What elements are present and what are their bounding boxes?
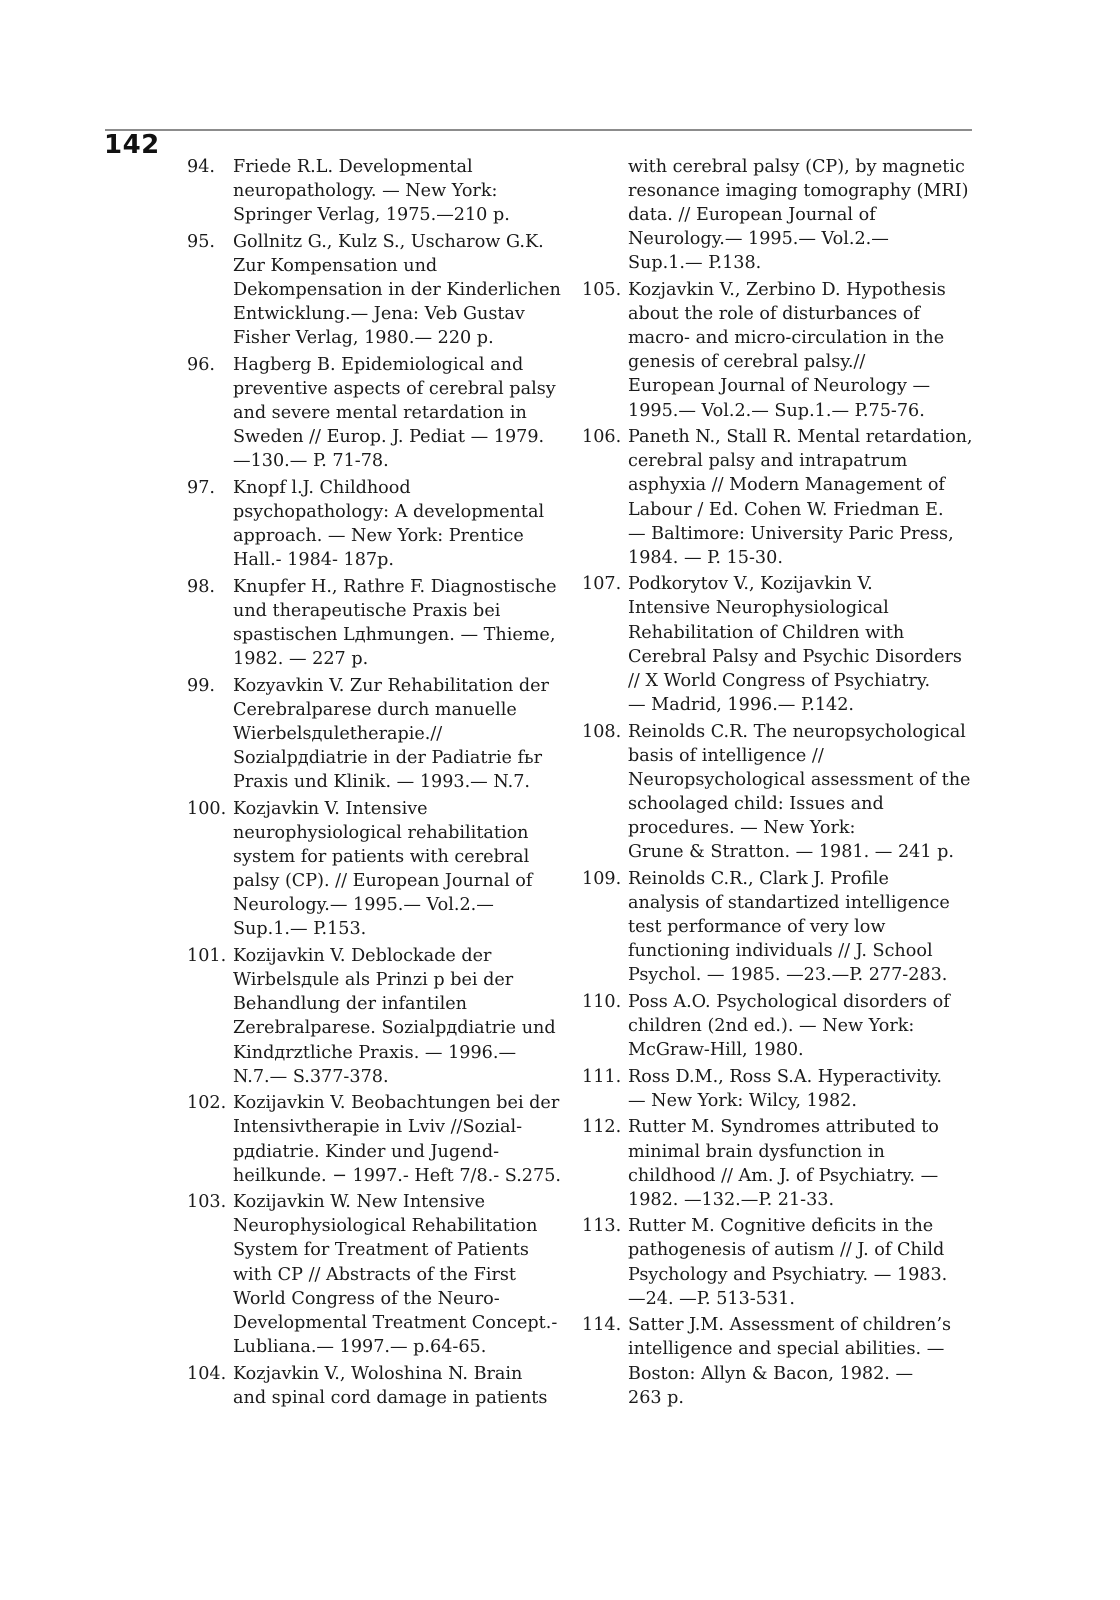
reference-line: resonance imaging tomography (MRI) xyxy=(628,181,969,202)
reference-line: Kozijavkin V. Deblockade der xyxy=(233,946,492,967)
reference-line: Cerebralparese durch manuelle xyxy=(233,700,517,721)
reference-line: Reinolds C.R. The neuropsychological xyxy=(628,721,966,742)
reference-text xyxy=(628,1115,982,1211)
reference-text xyxy=(233,1091,583,1187)
reference-text xyxy=(628,720,982,865)
reference-line: Grune & Stratton. — 1981. — 241 p. xyxy=(628,842,955,862)
reference-line: Hagberg B. Epidemiological and xyxy=(233,354,524,375)
reference-entry xyxy=(187,674,583,794)
reference-line: 1984. — P. 15-30. xyxy=(628,547,783,568)
reference-line: McGraw-Hill, 1980. xyxy=(628,1039,804,1060)
reference-line: data. // European Journal of xyxy=(628,205,876,226)
reference-line: Paneth N., Stall R. Mental retardation, xyxy=(628,427,973,448)
reference-text xyxy=(628,1214,982,1310)
reference-line: pathogenesis of autism // J. of Child xyxy=(628,1240,945,1261)
reference-number: 113. xyxy=(582,1216,622,1237)
reference-line: Springer Verlag, 1975.—210 p. xyxy=(233,205,510,226)
reference-number: 103. xyxy=(187,1192,227,1213)
reference-line: Neurology.— 1995.— Vol.2.— xyxy=(628,229,889,250)
reference-entry xyxy=(582,572,982,717)
reference-line: asphyxia // Modern Management of xyxy=(628,475,945,496)
reference-line: schoolaged child: Issues and xyxy=(628,793,884,814)
reference-line: Zerebralparese. Sozialpдdiatrie und xyxy=(233,1018,556,1039)
reference-line: Dekompensation in der Kinderlichen xyxy=(233,280,561,301)
reference-number: 96. xyxy=(187,354,215,375)
reference-line: Entwicklung.— Jena: Veb Gustav xyxy=(233,304,525,325)
reference-line: Friede R.L. Developmental xyxy=(233,157,473,177)
reference-line: N.7.— S.377-378. xyxy=(233,1066,389,1087)
reference-line: spastischen Lдhmungen. — Thieme, xyxy=(233,625,556,646)
reference-line: Satter J.M. Assessment of children’s xyxy=(628,1315,952,1336)
reference-number: 98. xyxy=(187,576,215,597)
reference-line: Rutter M. Cognitive deficits in the xyxy=(628,1216,934,1237)
reference-line: Kindдrztliche Praxis. — 1996.— xyxy=(233,1042,517,1063)
reference-line: Labour / Ed. Cohen W. Friedman E. xyxy=(628,499,944,520)
reference-entry xyxy=(582,1214,982,1310)
reference-text xyxy=(233,155,583,227)
reference-line: Praxis und Klinik. — 1993.— N.7. xyxy=(233,772,531,793)
reference-line: Podkorytov V., Kozijavkin V. xyxy=(628,574,873,595)
reference-line: cerebral palsy and intrapatrum xyxy=(628,451,908,472)
reference-entry xyxy=(187,155,583,227)
reference-number: 105. xyxy=(582,280,622,301)
reference-column-left xyxy=(187,155,583,1412)
reference-line: Rehabilitation of Children with xyxy=(628,622,905,643)
reference-text xyxy=(233,476,583,572)
reference-line: Sup.1.— P.153. xyxy=(233,919,367,940)
reference-line: pдdiatrie. Kinder und Jugend- xyxy=(233,1141,500,1162)
reference-entry xyxy=(582,1065,982,1113)
reference-line: about the role of disturbances of xyxy=(628,304,920,325)
reference-line: Wirbelsдule als Prinzi p bei der xyxy=(233,970,514,991)
reference-text xyxy=(233,674,583,794)
reference-line: genesis of cerebral palsy.// xyxy=(628,352,866,373)
reference-line: 1995.— Vol.2.— Sup.1.— P.75-76. xyxy=(628,400,925,421)
reference-line: Kozjavkin V., Woloshina N. Brain xyxy=(233,1363,523,1384)
reference-text xyxy=(628,155,982,275)
reference-line: Sup.1.— P.138. xyxy=(628,253,762,274)
reference-line: childhood // Am. J. of Psychiatry. — xyxy=(628,1165,939,1186)
reference-text xyxy=(628,278,982,423)
reference-entry xyxy=(582,425,982,570)
reference-line: —130.— P. 71-78. xyxy=(233,451,389,472)
reference-line: intelligence and special abilities. — xyxy=(628,1339,945,1360)
reference-line: with cerebral palsy (CP), by magnetic xyxy=(628,157,965,177)
reference-line: 263 p. xyxy=(628,1387,685,1408)
reference-line: Kozijavkin V. Beobachtungen bei der xyxy=(233,1093,560,1114)
reference-line: World Congress of the Neuro- xyxy=(233,1288,500,1309)
reference-entry xyxy=(582,990,982,1062)
reference-line: analysis of standartized intelligence xyxy=(628,892,950,913)
reference-line: Poss A.O. Psychological disorders of xyxy=(628,991,950,1012)
reference-line: Rutter M. Syndromes attributed to xyxy=(628,1117,939,1138)
reference-line: Intensivtherapie in Lviv //Sozial- xyxy=(233,1117,523,1138)
reference-line: palsy (CP). // European Journal of xyxy=(233,871,533,892)
reference-line: Neuropsychological assessment of the xyxy=(628,769,971,790)
reference-number: 108. xyxy=(582,721,622,742)
reference-number: 94. xyxy=(187,157,215,177)
reference-line: Kozyavkin V. Zur Rehabilitation der xyxy=(233,675,549,696)
reference-entry xyxy=(187,1362,583,1410)
reference-column-right xyxy=(582,155,982,1412)
page-number: 142 xyxy=(104,130,160,160)
reference-line: Kozjavkin V., Zerbino D. Hypothesis xyxy=(628,280,946,301)
reference-line: Behandlung der infantilen xyxy=(233,994,467,1015)
reference-line: Hall.- 1984- 187p. xyxy=(233,550,394,571)
reference-entry xyxy=(582,155,982,275)
reference-entry xyxy=(582,278,982,423)
reference-text xyxy=(233,353,583,473)
reference-entry xyxy=(582,720,982,865)
reference-line: neuropathology. — New York: xyxy=(233,181,498,202)
reference-line: Sozialpдdiatrie in der Padiatrie fьr xyxy=(233,748,542,769)
reference-line: 1982. — 227 p. xyxy=(233,649,369,670)
reference-line: Gollnitz G., Kulz S., Uscharow G.K. xyxy=(233,231,544,252)
reference-line: Wierbelsдuletherapie.// xyxy=(233,724,443,745)
reference-entry xyxy=(582,867,982,987)
reference-line: Neurophysiological Rehabilitation xyxy=(233,1216,538,1237)
reference-number: 97. xyxy=(187,478,215,498)
reference-entry xyxy=(187,944,583,1089)
reference-entry xyxy=(187,1091,583,1187)
reference-text xyxy=(233,230,583,350)
reference-line: Knopf l.J. Childhood xyxy=(233,478,411,498)
reference-line: Fisher Verlag, 1980.— 220 p. xyxy=(233,328,494,349)
reference-line: System for Treatment of Patients xyxy=(233,1240,529,1261)
reference-line: Neurology.— 1995.— Vol.2.— xyxy=(233,895,494,916)
reference-text xyxy=(233,944,583,1089)
reference-line: and spinal cord damage in patients xyxy=(233,1387,548,1408)
reference-text xyxy=(233,1190,583,1359)
reference-line: Psychol. — 1985. —23.—P. 277-283. xyxy=(628,965,948,986)
reference-line: Kozijavkin W. New Intensive xyxy=(233,1192,486,1213)
reference-number: 101. xyxy=(187,946,227,967)
reference-number: 104. xyxy=(187,1363,227,1384)
reference-line: Ross D.M., Ross S.A. Hyperactivity. xyxy=(628,1066,942,1087)
reference-text xyxy=(233,1362,583,1410)
header-rule xyxy=(105,129,972,131)
reference-line: Developmental Treatment Concept.- xyxy=(233,1312,558,1333)
reference-entry xyxy=(187,797,583,942)
reference-line: approach. — New York: Prentice xyxy=(233,526,524,547)
reference-line: Lubliana.— 1997.— p.64-65. xyxy=(233,1336,487,1357)
reference-number: 107. xyxy=(582,574,622,595)
reference-line: Intensive Neurophysiological xyxy=(628,598,889,619)
reference-number: 111. xyxy=(582,1066,622,1087)
reference-text xyxy=(628,425,982,570)
reference-line: neurophysiological rehabilitation xyxy=(233,823,529,844)
reference-line: Zur Kompensation und xyxy=(233,255,438,276)
reference-line: functioning individuals // J. School xyxy=(628,940,933,961)
reference-text xyxy=(628,1313,982,1409)
reference-number: 100. xyxy=(187,799,227,819)
reference-line: — New York: Wilcy, 1982. xyxy=(628,1090,857,1111)
reference-text xyxy=(233,797,583,942)
reference-entry xyxy=(582,1115,982,1211)
reference-line: psychopathology: A developmental xyxy=(233,502,545,523)
reference-entry xyxy=(187,575,583,671)
reference-line: — Baltimore: University Paric Press, xyxy=(628,523,954,544)
reference-line: Kozjavkin V. Intensive xyxy=(233,799,428,819)
reference-number: 112. xyxy=(582,1117,622,1138)
reference-number: 102. xyxy=(187,1093,227,1114)
reference-line: und therapeutische Praxis bei xyxy=(233,601,501,622)
reference-text xyxy=(628,1065,982,1113)
reference-line: Reinolds C.R., Clark J. Profile xyxy=(628,868,889,889)
reference-line: 1982. —132.—P. 21-33. xyxy=(628,1189,835,1210)
reference-number: 110. xyxy=(582,991,622,1012)
reference-entry xyxy=(582,1313,982,1409)
reference-entry xyxy=(187,230,583,350)
reference-number: 95. xyxy=(187,231,215,252)
reference-line: Knupfer H., Rathre F. Diagnostische xyxy=(233,576,557,597)
reference-number: 114. xyxy=(582,1315,622,1336)
reference-number: 99. xyxy=(187,675,215,696)
reference-line: —24. —P. 513-531. xyxy=(628,1288,795,1309)
reference-line: system for patients with cerebral xyxy=(233,847,530,868)
reference-line: // X World Congress of Psychiatry. xyxy=(628,670,931,691)
reference-line: procedures. — New York: xyxy=(628,817,856,838)
reference-line: Sweden // Europ. J. Pediat — 1979. xyxy=(233,427,545,448)
reference-number: 109. xyxy=(582,868,622,889)
reference-line: heilkunde. − 1997.- Heft 7/8.- S.275. xyxy=(233,1165,561,1186)
reference-line: minimal brain dysfunction in xyxy=(628,1141,885,1162)
reference-line: — Madrid, 1996.— P.142. xyxy=(628,694,855,715)
reference-text xyxy=(628,572,982,717)
reference-line: Psychology and Psychiatry. — 1983. xyxy=(628,1264,948,1285)
reference-line: macro- and micro-circulation in the xyxy=(628,328,945,349)
reference-line: preventive aspects of cerebral palsy xyxy=(233,379,556,400)
reference-entry xyxy=(187,1190,583,1359)
reference-entry xyxy=(187,476,583,572)
reference-entry xyxy=(187,353,583,473)
reference-line: basis of intelligence // xyxy=(628,745,824,766)
reference-line: children (2nd ed.). — New York: xyxy=(628,1015,915,1036)
reference-line: Boston: Allyn & Bacon, 1982. — xyxy=(628,1363,914,1384)
reference-line: test performance of very low xyxy=(628,916,886,937)
reference-number: 106. xyxy=(582,427,622,448)
reference-line: with CP // Abstracts of the First xyxy=(233,1264,516,1285)
reference-line: and severe mental retardation in xyxy=(233,403,527,424)
reference-text xyxy=(233,575,583,671)
reference-line: European Journal of Neurology — xyxy=(628,376,931,397)
reference-text xyxy=(628,867,982,987)
reference-line: Cerebral Palsy and Psychic Disorders xyxy=(628,646,962,667)
reference-text xyxy=(628,990,982,1062)
